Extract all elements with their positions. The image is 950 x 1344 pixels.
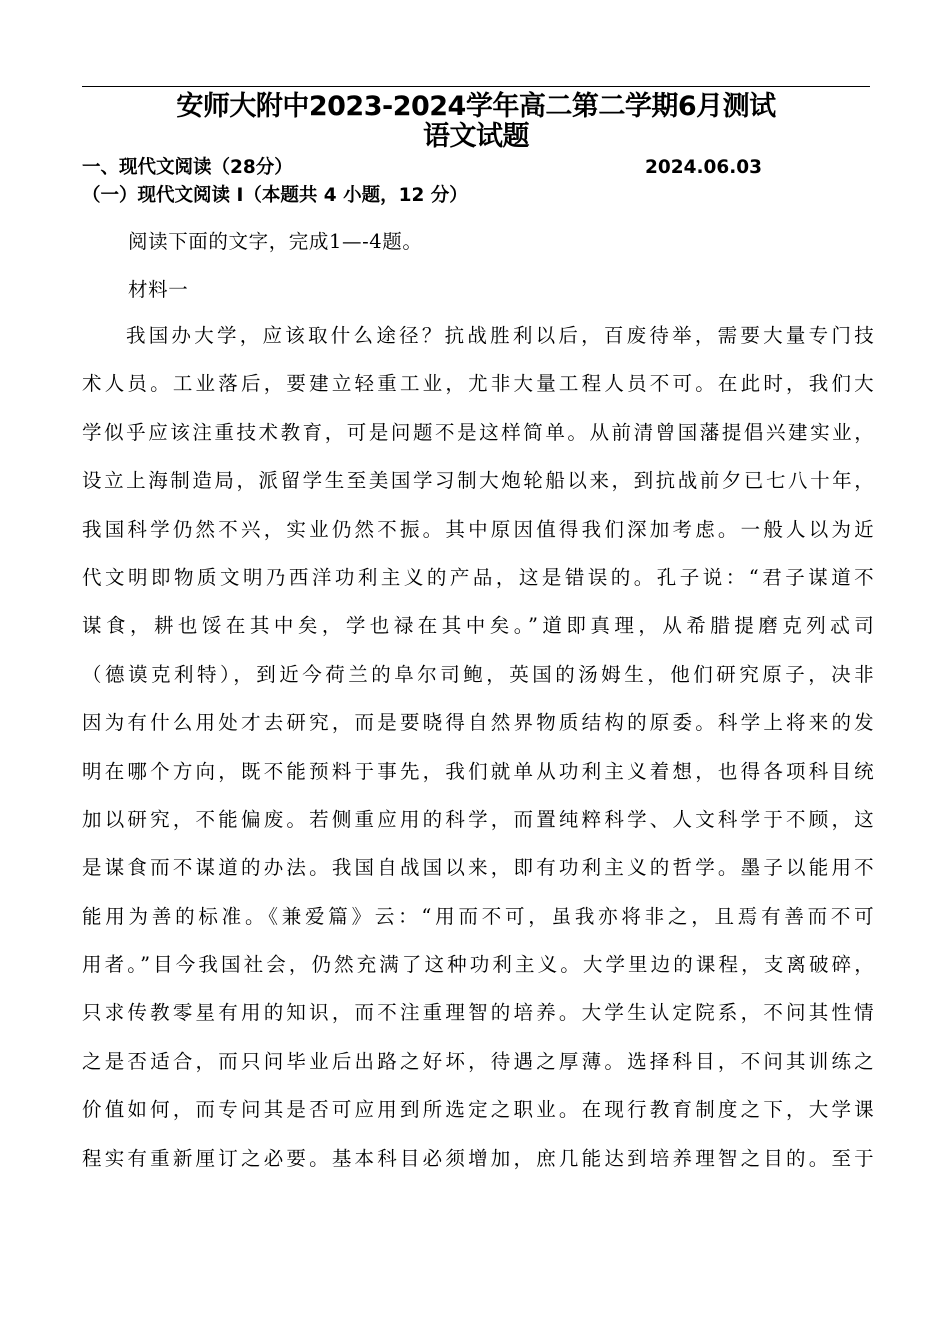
passage-line: 价值如何，而专问其是否可应用到所选定之职业。在现行教育制度之下，大学课	[82, 1098, 874, 1122]
passage-line: 只求传教零星有用的知识，而不注重理智的培养。大学生认定院系，不问其性情	[82, 1001, 874, 1025]
passage-line: 能用为善的标准。《兼爱篇》云：“用而不可，虽我亦将非之，且焉有善而不可	[82, 904, 874, 928]
passage	[82, 322, 874, 1193]
passage-line: 代文明即物质文明乃西洋功利主义的产品，这是错误的。孔子说：“君子谋道不	[82, 565, 874, 589]
exam-date: 2024.06.03	[645, 157, 763, 178]
material-label: 材料一	[128, 278, 189, 301]
passage-line: 用者。”目今我国社会，仍然充满了这种功利主义。大学里边的课程，支离破碎，	[82, 953, 874, 977]
subsection-heading: （一）现代文阅读 I（本题共 4 小题，12 分）	[82, 185, 468, 206]
passage-line: 学似乎应该注重技术教育，可是问题不是这样简单。从前清曾国藩提倡兴建实业，	[82, 420, 874, 444]
passage-line: 明在哪个方向，既不能预料于事先，我们就单从功利主义着想，也得各项科目统	[82, 759, 874, 783]
section-heading: 一、现代文阅读（28分）	[82, 157, 293, 178]
passage-line: 加以研究，不能偏废。若侧重应用的科学，而置纯粹科学、人文科学于不顾，这	[82, 807, 874, 831]
passage-line: 我国科学仍然不兴，实业仍然不振。其中原因值得我们深加考虑。一般人以为近	[82, 517, 874, 541]
passage-line: 是谋食而不谋道的办法。我国自战国以来，即有功利主义的哲学。墨子以能用不	[82, 856, 874, 880]
passage-line: 设立上海制造局，派留学生至美国学习制大炮轮船以来，到抗战前夕已七八十年，	[82, 469, 874, 493]
passage-line: 我国办大学，应该取什么途径？抗战胜利以后，百废待举，需要大量专门技	[126, 324, 874, 347]
exam-title: 安师大附中2023-2024学年高二第二学期6月测试	[176, 91, 776, 122]
passage-line: （德谟克利特），到近今荷兰的阜尔司鲍，英国的汤姆生，他们研究原子，决非	[82, 662, 874, 686]
passage-line: 之是否适合，而只问毕业后出路之好坏，待遇之厚薄。选择科目，不问其训练之	[82, 1049, 874, 1073]
reading-instruction: 阅读下面的文字，完成1—-4题。	[128, 230, 423, 253]
header-rule	[82, 86, 870, 87]
exam-subtitle: 语文试题	[423, 121, 529, 152]
passage-line: 因为有什么用处才去研究，而是要晓得自然界物质结构的原委。科学上将来的发	[82, 711, 874, 735]
passage-line: 谋食，耕也馁在其中矣，学也禄在其中矣。”道即真理，从希腊提磨克列忒司	[82, 614, 874, 638]
passage-line: 术人员。工业落后，要建立轻重工业，尤非大量工程人员不可。在此时，我们大	[82, 372, 874, 396]
passage-line: 程实有重新厘订之必要。基本科目必须增加，庶几能达到培养理智之目的。至于	[82, 1146, 874, 1170]
